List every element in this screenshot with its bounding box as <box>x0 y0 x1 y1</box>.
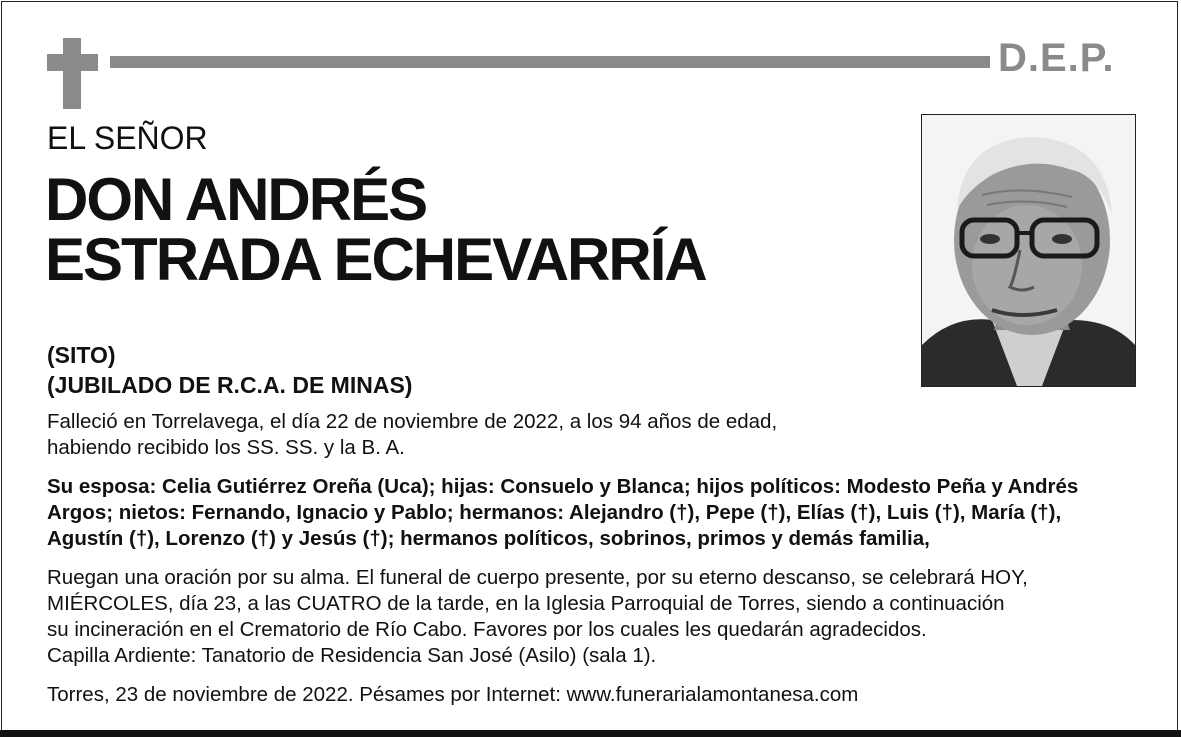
title-label: EL SEÑOR <box>47 120 208 156</box>
dep-label: D.E.P. <box>998 36 1115 80</box>
death-notice-line1: Falleció en Torrelavega, el día 22 de noviembre de 2022, a los 94 años de edad, <box>47 410 778 433</box>
cross-icon-bar <box>47 54 98 71</box>
funeral-line3: su incineración en el Crematorio de Río Cabo. Favores por los cuales les quedarán agradecidos. <box>47 618 927 641</box>
family-line3: Agustín (†), Lorenzo (†) y Jesús (†); hermanos políticos, sobrinos, primos y demás familia, <box>47 527 930 550</box>
footer-text: Torres, 23 de noviembre de 2022. Pésames por Internet: www.funerarialamontanesa.com <box>47 683 859 706</box>
funeral-line2: MIÉRCOLES, día 23, a las CUATRO de la tarde, en la Iglesia Parroquial de Torres, siendo a continuación <box>47 592 1005 615</box>
portrait-image <box>922 115 1135 386</box>
occupation: (JUBILADO DE R.C.A. DE MINAS) <box>47 372 413 398</box>
nickname: (SITO) <box>47 342 116 368</box>
nickname-block <box>47 340 412 400</box>
deceased-name-line1: DON ANDRÉS <box>45 166 427 233</box>
portrait-photo <box>921 114 1136 387</box>
family-line2: Argos; nietos: Fernando, Ignacio y Pablo; hermanos: Alejandro (†), Pepe (†), Elías (†), Luis (†), María (†), <box>47 501 1062 524</box>
header-rule <box>110 56 990 68</box>
cross-icon <box>63 38 81 109</box>
bottom-bar <box>0 730 1181 737</box>
deceased-name-line2: ESTRADA ECHEVARRÍA <box>45 226 706 293</box>
family-list <box>47 474 1147 552</box>
death-notice-line2: habiendo recibido los SS. SS. y la B. A. <box>47 436 405 459</box>
funeral-line4: Capilla Ardiente: Tanatorio de Residencia San José (Asilo) (sala 1). <box>47 644 657 667</box>
funeral-details <box>47 565 1028 669</box>
funeral-line1: Ruegan una oración por su alma. El funeral de cuerpo presente, por su eterno descanso, se celebrará HOY, <box>47 566 1028 589</box>
death-notice <box>47 409 777 461</box>
deceased-name <box>45 166 706 293</box>
family-line1: Su esposa: Celia Gutiérrez Oreña (Uca); hijas: Consuelo y Blanca; hijos políticos: Modesto Peña y Andrés <box>47 475 1079 498</box>
